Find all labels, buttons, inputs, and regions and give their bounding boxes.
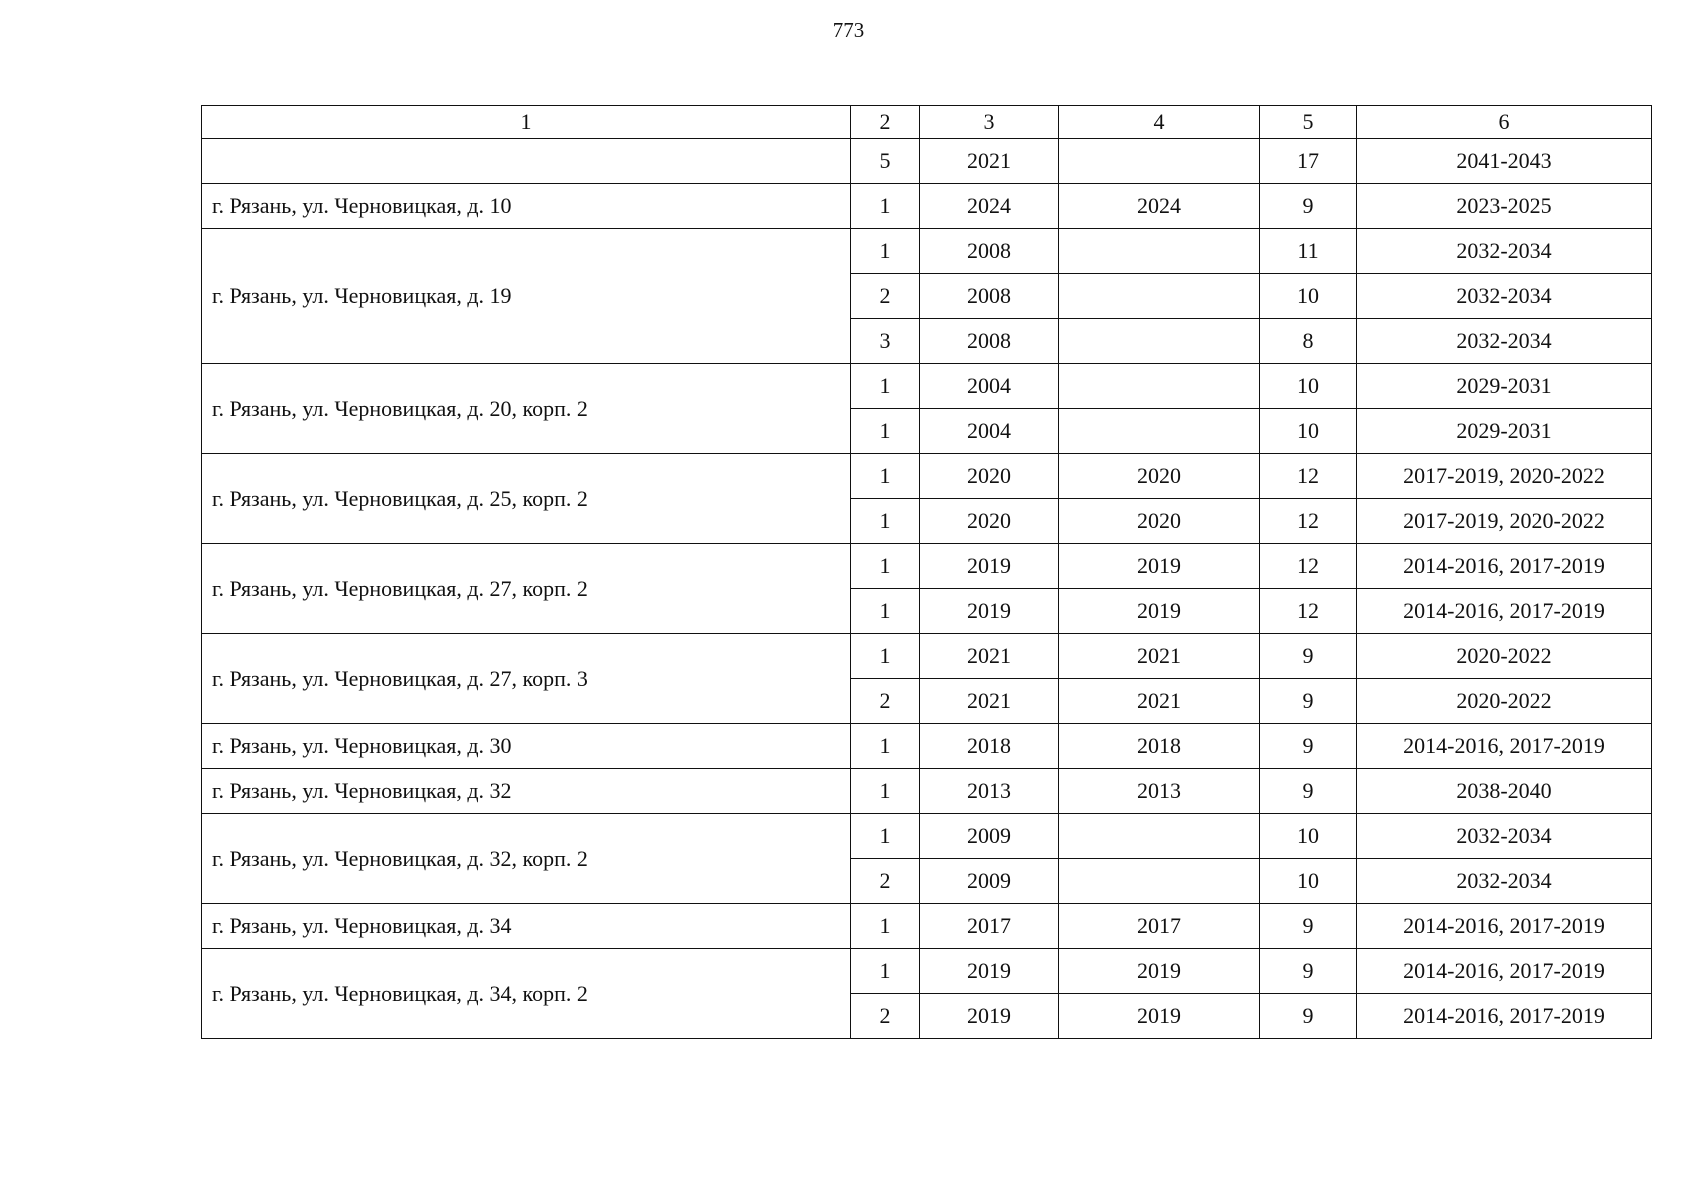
- cell-c3: 2008: [920, 229, 1059, 274]
- cell-c2: 1: [851, 949, 920, 994]
- table-row: [202, 904, 1652, 949]
- cell-c2: 2: [851, 679, 920, 724]
- address-cell: г. Рязань, ул. Черновицкая, д. 34: [202, 904, 851, 949]
- cell-c2: 1: [851, 769, 920, 814]
- cell-c4: 2024: [1059, 184, 1260, 229]
- address-cell: г. Рязань, ул. Черновицкая, д. 20, корп. 2: [202, 364, 851, 454]
- table-row: [202, 184, 1652, 229]
- table-row: [202, 769, 1652, 814]
- cell-c5: 11: [1260, 229, 1357, 274]
- cell-c4: 2019: [1059, 949, 1260, 994]
- cell-c2: 1: [851, 364, 920, 409]
- cell-c6: 2014-2016, 2017-2019: [1357, 544, 1652, 589]
- column-header: 6: [1357, 106, 1652, 139]
- address-cell: г. Рязань, ул. Черновицкая, д. 32, корп. 2: [202, 814, 851, 904]
- cell-c3: 2021: [920, 634, 1059, 679]
- cell-c4: 2019: [1059, 544, 1260, 589]
- cell-c3: 2019: [920, 544, 1059, 589]
- cell-c4: [1059, 364, 1260, 409]
- cell-c2: 1: [851, 544, 920, 589]
- cell-c2: 2: [851, 994, 920, 1039]
- cell-c2: 1: [851, 724, 920, 769]
- cell-c2: 1: [851, 454, 920, 499]
- cell-c6: 2032-2034: [1357, 859, 1652, 904]
- cell-c5: 12: [1260, 454, 1357, 499]
- column-header: 1: [202, 106, 851, 139]
- cell-c4: 2017: [1059, 904, 1260, 949]
- cell-c6: 2032-2034: [1357, 229, 1652, 274]
- cell-c3: 2019: [920, 589, 1059, 634]
- cell-c3: 2018: [920, 724, 1059, 769]
- cell-c5: 9: [1260, 634, 1357, 679]
- cell-c6: 2023-2025: [1357, 184, 1652, 229]
- cell-c2: 2: [851, 274, 920, 319]
- address-cell: г. Рязань, ул. Черновицкая, д. 27, корп. 3: [202, 634, 851, 724]
- column-header: 2: [851, 106, 920, 139]
- cell-c4: [1059, 229, 1260, 274]
- table-row: [202, 364, 1652, 409]
- cell-c6: 2032-2034: [1357, 274, 1652, 319]
- cell-c2: 1: [851, 814, 920, 859]
- cell-c4: [1059, 409, 1260, 454]
- cell-c6: 2020-2022: [1357, 634, 1652, 679]
- cell-c6: 2017-2019, 2020-2022: [1357, 499, 1652, 544]
- cell-c3: 2009: [920, 814, 1059, 859]
- cell-c2: 1: [851, 184, 920, 229]
- address-cell: г. Рязань, ул. Черновицкая, д. 30: [202, 724, 851, 769]
- cell-c5: 12: [1260, 589, 1357, 634]
- header-row: [202, 106, 1652, 139]
- table-row: [202, 814, 1652, 859]
- cell-c3: 2008: [920, 319, 1059, 364]
- cell-c6: 2029-2031: [1357, 409, 1652, 454]
- cell-c3: 2017: [920, 904, 1059, 949]
- cell-c6: 2041-2043: [1357, 139, 1652, 184]
- cell-c6: 2032-2034: [1357, 814, 1652, 859]
- cell-c3: 2024: [920, 184, 1059, 229]
- cell-c4: [1059, 319, 1260, 364]
- cell-c4: [1059, 274, 1260, 319]
- cell-c4: [1059, 814, 1260, 859]
- table-row: [202, 454, 1652, 499]
- address-cell: г. Рязань, ул. Черновицкая, д. 34, корп. 2: [202, 949, 851, 1039]
- cell-c5: 12: [1260, 544, 1357, 589]
- table-row: [202, 724, 1652, 769]
- cell-c2: 1: [851, 409, 920, 454]
- cell-c3: 2019: [920, 994, 1059, 1039]
- cell-c4: 2018: [1059, 724, 1260, 769]
- address-cell: г. Рязань, ул. Черновицкая, д. 10: [202, 184, 851, 229]
- cell-c5: 10: [1260, 274, 1357, 319]
- cell-c3: 2008: [920, 274, 1059, 319]
- cell-c2: 1: [851, 904, 920, 949]
- cell-c5: 8: [1260, 319, 1357, 364]
- cell-c5: 17: [1260, 139, 1357, 184]
- cell-c2: 2: [851, 859, 920, 904]
- cell-c3: 2004: [920, 409, 1059, 454]
- cell-c5: 9: [1260, 949, 1357, 994]
- cell-c5: 10: [1260, 409, 1357, 454]
- address-cell: г. Рязань, ул. Черновицкая, д. 25, корп. 2: [202, 454, 851, 544]
- table-body: [202, 139, 1652, 1039]
- address-cell: г. Рязань, ул. Черновицкая, д. 19: [202, 229, 851, 364]
- cell-c6: 2029-2031: [1357, 364, 1652, 409]
- column-header: 3: [920, 106, 1059, 139]
- column-header: 4: [1059, 106, 1260, 139]
- cell-c3: 2020: [920, 499, 1059, 544]
- cell-c5: 9: [1260, 994, 1357, 1039]
- table-header: [202, 106, 1652, 139]
- table-row: [202, 634, 1652, 679]
- table-row: [202, 949, 1652, 994]
- cell-c2: 3: [851, 319, 920, 364]
- cell-c3: 2021: [920, 139, 1059, 184]
- cell-c5: 12: [1260, 499, 1357, 544]
- cell-c3: 2019: [920, 949, 1059, 994]
- cell-c6: 2014-2016, 2017-2019: [1357, 904, 1652, 949]
- cell-c6: 2014-2016, 2017-2019: [1357, 949, 1652, 994]
- cell-c3: 2021: [920, 679, 1059, 724]
- cell-c2: 1: [851, 499, 920, 544]
- cell-c4: 2021: [1059, 679, 1260, 724]
- cell-c4: [1059, 859, 1260, 904]
- cell-c6: 2020-2022: [1357, 679, 1652, 724]
- cell-c5: 9: [1260, 769, 1357, 814]
- cell-c5: 9: [1260, 184, 1357, 229]
- table-row: [202, 544, 1652, 589]
- cell-c5: 9: [1260, 904, 1357, 949]
- cell-c6: 2014-2016, 2017-2019: [1357, 724, 1652, 769]
- cell-c6: 2014-2016, 2017-2019: [1357, 994, 1652, 1039]
- cell-c4: 2020: [1059, 454, 1260, 499]
- cell-c2: 5: [851, 139, 920, 184]
- cell-c3: 2020: [920, 454, 1059, 499]
- table-row: [202, 139, 1652, 184]
- address-cell: г. Рязань, ул. Черновицкая, д. 32: [202, 769, 851, 814]
- cell-c2: 1: [851, 229, 920, 274]
- cell-c3: 2004: [920, 364, 1059, 409]
- cell-c5: 10: [1260, 364, 1357, 409]
- table-row: [202, 229, 1652, 274]
- cell-c4: 2021: [1059, 634, 1260, 679]
- cell-c5: 9: [1260, 679, 1357, 724]
- cell-c4: 2013: [1059, 769, 1260, 814]
- column-header: 5: [1260, 106, 1357, 139]
- cell-c3: 2013: [920, 769, 1059, 814]
- address-cell: [202, 139, 851, 184]
- cell-c6: 2038-2040: [1357, 769, 1652, 814]
- cell-c4: 2019: [1059, 994, 1260, 1039]
- page-number: 773: [832, 18, 865, 42]
- housing-table: [201, 105, 1652, 1039]
- address-cell: г. Рязань, ул. Черновицкая, д. 27, корп. 2: [202, 544, 851, 634]
- cell-c5: 10: [1260, 859, 1357, 904]
- cell-c5: 9: [1260, 724, 1357, 769]
- cell-c6: 2032-2034: [1357, 319, 1652, 364]
- cell-c2: 1: [851, 589, 920, 634]
- cell-c6: 2014-2016, 2017-2019: [1357, 589, 1652, 634]
- cell-c4: 2019: [1059, 589, 1260, 634]
- cell-c3: 2009: [920, 859, 1059, 904]
- cell-c2: 1: [851, 634, 920, 679]
- cell-c4: 2020: [1059, 499, 1260, 544]
- cell-c4: [1059, 139, 1260, 184]
- cell-c5: 10: [1260, 814, 1357, 859]
- cell-c6: 2017-2019, 2020-2022: [1357, 454, 1652, 499]
